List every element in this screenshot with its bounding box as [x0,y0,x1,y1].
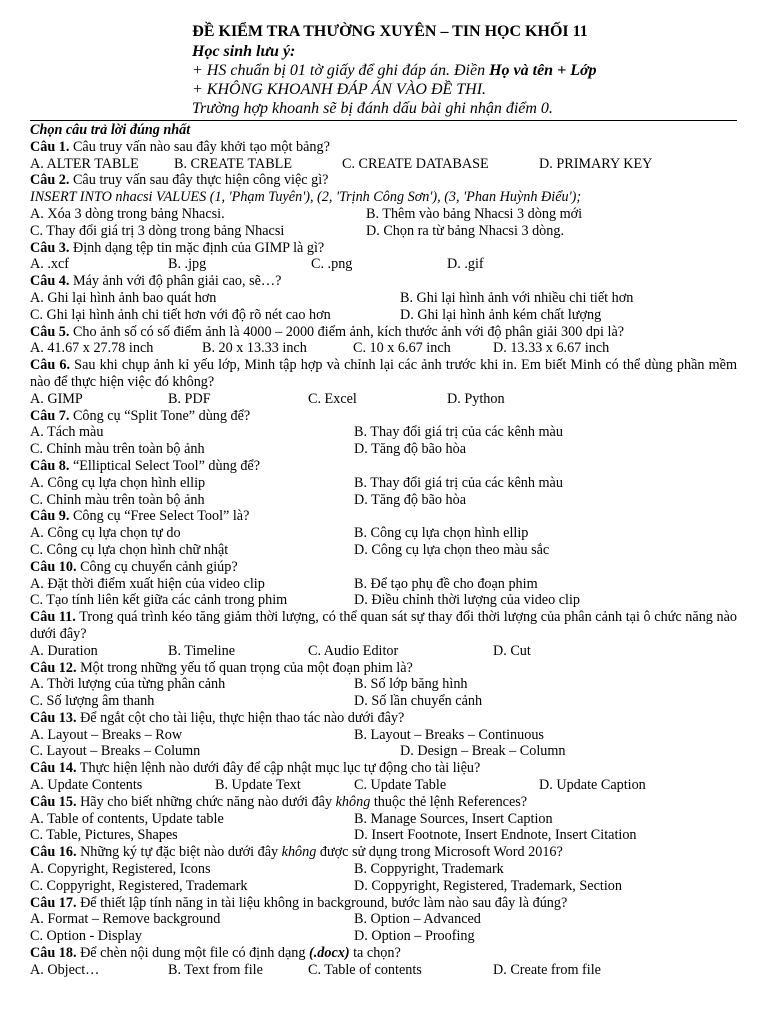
option: B. PDF [168,390,211,407]
option: D. PRIMARY KEY [539,155,653,172]
note-line-3: Trường hợp khoanh sẽ bị đánh dấu bài ghi nhận điểm 0. [192,100,553,117]
options-q3 [30,256,737,273]
option: A. Xóa 3 dòng trong bảng Nhacsi. [30,205,225,222]
header-divider [30,120,737,121]
question-14: Câu 14. Thực hiện lệnh nào dưới đây để cập nhật mục lục tự động cho tài liệu? [30,760,481,777]
option: D. Công cụ lựa chọn theo màu sắc [354,541,550,558]
option: C. Chỉnh màu trên toàn bộ ảnh [30,441,205,458]
options-q17 [30,911,737,928]
option: B. Text from file [168,961,263,978]
options-q16 [30,861,737,878]
option: B. Số lớp băng hình [354,676,468,693]
option: D. Coppyright, Registered, Trademark, Section [354,877,622,894]
question-5: Câu 5. Cho ảnh số có số điểm ảnh là 4000 – 2000 điểm ảnh, kích thước ảnh với độ phân giải 300 dpi là? [30,323,625,340]
student-notes [192,42,768,118]
options-q13 [30,727,737,744]
option: B. Thay đổi giá trị của các kênh màu [354,424,563,441]
exam-title: ĐỀ KIỂM TRA THƯỜNG XUYÊN – TIN HỌC KHỐI 11 [192,23,588,40]
option: C. Ghi lại hình ảnh chi tiết hơn với độ rõ nét cao hơn [30,306,331,323]
question-15: Câu 15. Hãy cho biết những chức năng nào dưới đây không thuộc thẻ lệnh References? [30,793,528,810]
question-6: Câu 6. Sau khi chụp ảnh kỉ yếu lớp, Minh tập hợp và chỉnh lại các ảnh trước khi in. Em biết Minh có thể dùng phần mềm nào để thực hiện việc đó không? [30,357,737,390]
option: A. Ghi lại hình ảnh bao quát hơn [30,289,217,306]
option: C. Công cụ lựa chọn hình chữ nhật [30,541,229,558]
option: D. Tăng độ bão hòa [354,491,467,508]
option: D. Tăng độ bão hòa [354,441,467,458]
options-q10 [30,576,737,593]
options-q18 [30,962,737,979]
option: B. Thêm vào bảng Nhacsi 3 dòng mới [366,205,583,222]
options-q7 [30,424,737,441]
option: B. Coppyright, Trademark [354,861,504,878]
options-q8 [30,475,737,492]
option: D. Chọn ra từ bảng Nhacsi 3 dòng. [366,222,565,239]
option: D. Option – Proofing [354,928,475,945]
option: C. CREATE DATABASE [342,155,489,172]
options-q2 [30,206,737,223]
question-13: Câu 13. Để ngắt cột cho tài liệu, thực hiện thao tác nào dưới đây? [30,709,405,726]
option: C. Thay đổi giá trị 3 dòng trong bảng Nhacsi [30,222,285,239]
option: C. Chỉnh màu trên toàn bộ ảnh [30,491,205,508]
option: A. Đặt thời điểm xuất hiện của video clip [30,575,265,592]
option: A. Tách màu [30,424,104,441]
options-q11 [30,643,737,660]
option: D. Điều chỉnh thời lượng của video clip [354,592,581,609]
option: B. Ghi lại hình ảnh với nhiều chi tiết hơn [400,289,634,306]
option: C. 10 x 6.67 inch [353,340,451,357]
option: D. Python [447,390,505,407]
note-line-1: + HS chuẩn bị 01 tờ giấy để ghi đáp án. Điền Họ và tên + Lớp [192,62,597,79]
options-q15 [30,811,737,828]
option: B. Update Text [215,777,301,794]
note-line-2: + KHÔNG KHOANH ĐÁP ÁN VÀO ĐỀ THI. [192,81,487,98]
note-line-1-bold: Họ và tên + Lớp [489,62,597,79]
question-7: Câu 7. Công cụ “Split Tone” dùng để? [30,407,251,424]
note-label: Học sinh lưu ý: [192,43,296,60]
option: A. 41.67 x 27.78 inch [30,340,154,357]
option: A. Thời lượng của từng phân cảnh [30,676,226,693]
question-1: Câu 1. Câu truy vấn nào sau đây khởi tạo một bảng? [30,138,330,155]
option: D. 13.33 x 6.67 inch [493,340,610,357]
question-2: Câu 2. Câu truy vấn sau đây thực hiện công việc gì? [30,172,329,189]
question-17: Câu 17. Để thiết lập tính năng in tài liệu không in background, bước làm nào sau đây là đúng? [30,894,568,911]
options-q4 [30,290,737,307]
option: B. Layout – Breaks – Continuous [354,726,544,743]
option: A. Object… [30,961,100,978]
option: C. .png [311,256,353,273]
option: A. .xcf [30,256,70,273]
option: A. Layout – Breaks – Row [30,726,183,743]
option: B. CREATE TABLE [174,155,293,172]
option: A. Table of contents, Update table [30,810,224,827]
option: D. .gif [447,256,484,273]
options-q14 [30,777,737,794]
option: B. Công cụ lựa chọn hình ellip [354,525,529,542]
option: C. Coppyright, Registered, Trademark [30,877,248,894]
options-q6 [30,391,737,408]
question-4: Câu 4. Máy ảnh với độ phân giải cao, sẽ…? [30,273,282,290]
options-q1 [30,156,737,173]
option: B. 20 x 13.33 inch [202,340,307,357]
question-9: Câu 9. Công cụ “Free Select Tool” là? [30,508,250,525]
question-3: Câu 3. Định dạng tệp tin mặc định của GIMP là gì? [30,239,325,256]
option: C. Table, Pictures, Shapes [30,827,178,844]
option: C. Tạo tính liên kết giữa các cảnh trong phim [30,592,288,609]
option: A. Duration [30,642,98,659]
instruction: Chọn câu trả lời đúng nhất [30,122,191,138]
option: A. Công cụ lựa chọn tự do [30,525,181,542]
option: D. Số lần chuyển cảnh [354,693,483,710]
option: A. Format – Remove background [30,911,221,928]
option: B. .jpg [168,256,207,273]
option: D. Ghi lại hình ảnh kém chất lượng [400,306,602,323]
question-8: Câu 8. “Elliptical Select Tool” dùng để? [30,457,261,474]
option: A. Update Contents [30,777,143,794]
sql-code: INSERT INTO nhacsi VALUES (1, 'Phạm Tuyên'), (2, 'Trịnh Công Sơn'), (3, 'Phan Huỳnh Điểu'); [30,189,582,206]
exam-body [30,122,737,979]
question-10: Câu 10. Công cụ chuyển cảnh giúp? [30,558,238,575]
option: C. Audio Editor [308,642,399,659]
option: D. Cut [493,642,531,659]
option: A. ALTER TABLE [30,155,139,172]
option: A. GIMP [30,390,83,407]
option: D. Update Caption [539,777,646,794]
question-18: Câu 18. Để chèn nội dung một file có định dạng (.docx) ta chọn? [30,945,401,962]
option: B. Thay đổi giá trị của các kênh màu [354,474,563,491]
option: C. Table of contents [308,961,422,978]
option: D. Insert Footnote, Insert Endnote, Insert Citation [354,827,637,844]
options-q5 [30,340,737,357]
option: C. Excel [308,390,357,407]
option: C. Option - Display [30,928,142,945]
options-q12 [30,676,737,693]
question-16: Câu 16. Những ký tự đặc biệt nào dưới đây không được sử dụng trong Microsoft Word 2016? [30,844,563,861]
question-12: Câu 12. Một trong những yếu tố quan trọng của một đoạn phim là? [30,659,413,676]
option: A. Công cụ lựa chọn hình ellip [30,474,206,491]
option: B. Manage Sources, Insert Caption [354,810,553,827]
exam-header [0,22,768,118]
options-q9 [30,525,737,542]
option: D. Design – Break – Column [400,743,566,760]
option: D. Create from file [493,961,601,978]
option: C. Layout – Breaks – Column [30,743,201,760]
option: C. Update Table [354,777,447,794]
question-11: Câu 11. Trong quá trình kéo tăng giảm thời lượng, có thể quan sát sự thay đổi thời lượng của phân cảnh tại ô chức năng nào dưới đây? [30,609,737,642]
option: B. Để tạo phụ đề cho đoạn phim [354,575,538,592]
option: A. Copyright, Registered, Icons [30,861,211,878]
option: B. Timeline [168,642,236,659]
option: C. Số lượng âm thanh [30,693,155,710]
option: B. Option – Advanced [354,911,481,928]
